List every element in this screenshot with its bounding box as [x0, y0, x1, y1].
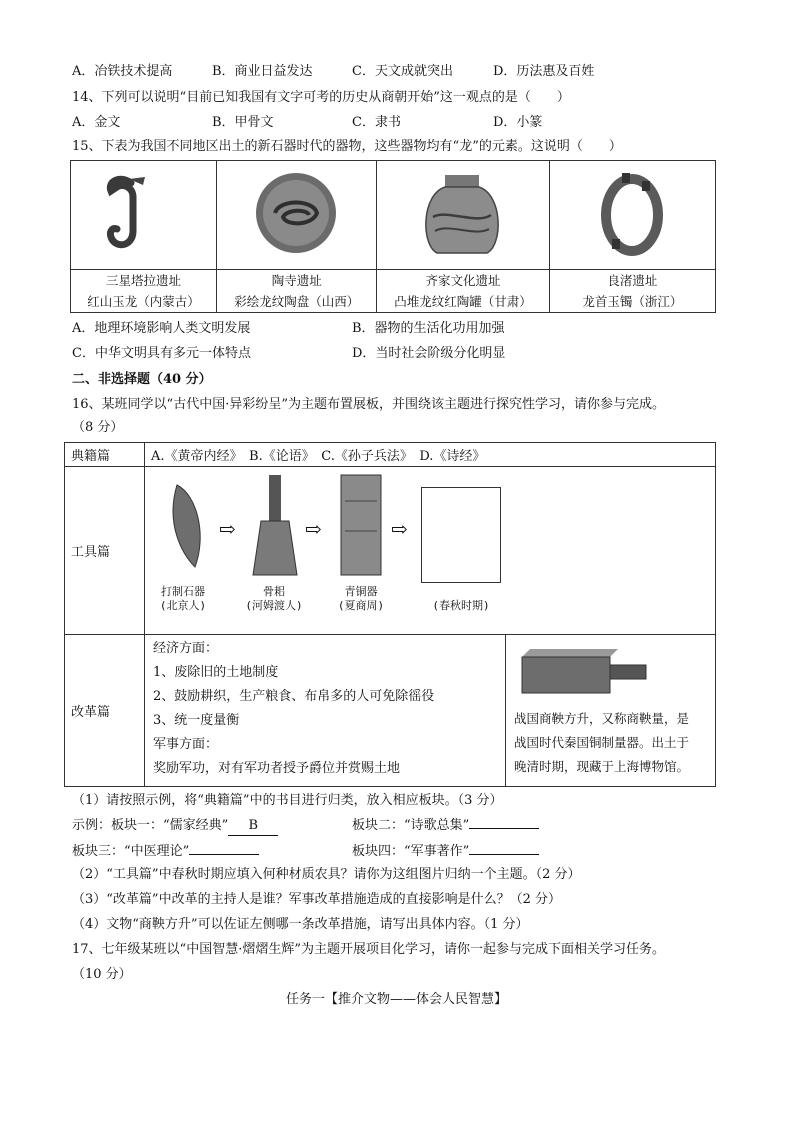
q15-stem: 15、下表为我国不同地区出土的新石器时代的器物，这些器物均有“龙”的元素。这说明（ ）: [72, 139, 622, 154]
reform-line-6: 奖励军功，对有军功者授予爵位并赏赐土地: [153, 761, 401, 776]
reform-line-1: 经济方面：: [153, 641, 219, 656]
tool-era-3: (夏商周): [337, 599, 385, 612]
tool-name-2: 骨耜: [263, 585, 285, 598]
bronze-measure-icon: [514, 639, 654, 699]
q16-example-row: [72, 817, 278, 836]
jade-dragon-icon: [71, 161, 215, 265]
q14-option-a: A．金文: [72, 115, 121, 130]
q17-task1-title: 任务一【推介文物——体会人民智慧】: [286, 992, 508, 1007]
block4-answer-blank[interactable]: [469, 854, 539, 855]
q14-option-b: B．甲骨文: [212, 115, 274, 130]
artifact-desc-3: 晚清时期，现藏于上海博物馆。: [514, 759, 690, 774]
q16-sub4: （4）文物“商鞅方升”可以佐证左侧哪一条改革措施，请写出具体内容。（1 分）: [72, 917, 529, 932]
q16-sub1: （1）请按照示例，将“典籍篇”中的书目进行归类，放入相应板块。（3 分）: [72, 793, 503, 808]
artifact-cell-1: [71, 161, 217, 270]
artifact-site-2: 陶寺遗址: [271, 273, 322, 288]
answer-blank-box[interactable]: [421, 487, 501, 583]
classics-list: A.《黄帝内经》 B.《论语》 C.《孙子兵法》 D.《诗经》: [145, 443, 716, 467]
q16-exhibit-table: [64, 442, 716, 787]
tool-era-2: (河姆渡人): [245, 599, 303, 612]
q15-options-row1: [72, 320, 505, 338]
artifact-cell-2: [217, 161, 377, 270]
block3-label: 板块三：“中医理论”: [72, 844, 190, 859]
q14-stem: 14、下列可以说明“目前已知我国有文字可考的历史从商朝开始”这一观点的是（ ）: [72, 90, 570, 105]
q15-option-d: D．当时社会阶级分化明显: [352, 346, 506, 361]
artifact-caption-2: [217, 270, 377, 313]
q13-option-c: C．天文成就突出: [352, 64, 453, 79]
reform-line-2: 1、废除旧的土地制度: [153, 665, 279, 680]
q13-option-b: B．商业日益发达: [212, 64, 313, 79]
pottery-plate-icon: [217, 161, 375, 265]
row-label-tools: 工具篇: [65, 467, 145, 635]
artifact-cell-3: [377, 161, 549, 270]
tool-era-1: (北京人): [159, 599, 207, 612]
bronze-tool-icon: [331, 471, 391, 581]
artifact-site-3: 齐家文化遗址: [425, 273, 501, 288]
artifact-desc-1: 战国商鞅方升，又称商鞅量，是: [514, 711, 690, 726]
reform-measures: [145, 635, 506, 787]
arrow-right-icon: ⇨: [219, 517, 236, 541]
q13-option-a: A．冶铁技术提高: [72, 64, 173, 79]
q16-sub3: （3）“改革篇”中改革的主持人是谁？军事改革措施造成的直接影响是什么？（2 分）: [72, 892, 561, 907]
arrow-right-icon: ⇨: [305, 517, 322, 541]
q16-stem: 16、某班同学以“古代中国·异彩纷呈”为主题布置展板，并围绕该主题进行探究性学习，请你参与完成。: [72, 397, 665, 412]
artifact-caption-3: [377, 270, 549, 313]
artifact-desc-2: 战国时代秦国铜制量器。出土于: [514, 735, 690, 750]
q15-artifact-table: [70, 160, 716, 313]
section-2-title: 二、非选择题（40 分）: [72, 372, 212, 387]
tools-cell: [145, 467, 716, 635]
tool-era-4: (春秋时期): [432, 599, 490, 612]
q14-option-d: D．小篆: [493, 115, 543, 130]
q14-options: [72, 114, 542, 132]
q16-score: （8 分）: [72, 420, 124, 435]
q17-score: （10 分）: [72, 967, 132, 982]
artifact-caption-4: [549, 270, 715, 313]
q15-option-a: A．地理环境影响人类文明发展: [72, 321, 251, 336]
artifact-cell-4: [549, 161, 715, 270]
artifact-name-1: 红山玉龙（内蒙古）: [87, 294, 200, 309]
q13-options: [72, 63, 594, 81]
pottery-jar-icon: [377, 161, 547, 265]
artifact-name-2: 彩绘龙纹陶盘（山西）: [234, 294, 360, 309]
block2-answer-blank[interactable]: [469, 828, 539, 829]
block2-label: 板块二：“诗歌总集”: [352, 818, 470, 833]
shang-yang-artifact: [506, 635, 716, 787]
q15-option-c: C．中华文明具有多元一体特点: [72, 346, 251, 361]
q16-sub2: （2）“工具篇”中春秋时期应填入何种材质农具？请你为这组图片归纳一个主题。（2 分）: [72, 867, 581, 882]
reform-line-3: 2、鼓励耕织，生产粮食、布帛多的人可免除徭役: [153, 689, 435, 704]
block3-row: [72, 843, 259, 861]
block3-answer-blank[interactable]: [189, 854, 259, 855]
tool-name-1: 打制石器: [161, 585, 205, 598]
block4-label: 板块四：“军事著作”: [352, 844, 470, 859]
example-answer: B: [228, 817, 278, 836]
artifact-name-4: 龙首玉镯（浙江）: [582, 294, 683, 309]
row-label-reform: 改革篇: [65, 635, 145, 787]
example-label: 示例：板块一：“儒家经典”: [72, 818, 229, 833]
stone-tool-icon: [155, 475, 215, 575]
bone-spade-icon: [245, 471, 305, 581]
q15-options-row2: [72, 345, 505, 363]
artifact-site-4: 良渚遗址: [607, 273, 658, 288]
reform-line-4: 3、统一度量衡: [153, 713, 240, 728]
q17-stem: 17、七年级某班以“中国智慧·熠熠生辉”为主题开展项目化学习，请你一起参与完成下面相关学习任务。: [72, 942, 665, 957]
artifact-name-3: 凸堆龙纹红陶罐（甘肃）: [394, 294, 532, 309]
tool-name-3: 青铜器: [344, 585, 378, 598]
row-label-classics: 典籍篇: [65, 443, 145, 467]
q14-option-c: C．隶书: [352, 115, 401, 130]
jade-bracelet-icon: [550, 161, 714, 265]
block2-row: [352, 817, 539, 835]
reform-line-5: 军事方面：: [153, 737, 219, 752]
artifact-site-1: 三星塔拉遗址: [106, 273, 182, 288]
artifact-caption-1: [71, 270, 217, 313]
q15-option-b: B．器物的生活化功用加强: [352, 321, 505, 336]
block4-row: [352, 843, 539, 861]
arrow-right-icon: ⇨: [391, 517, 408, 541]
q13-option-d: D．历法惠及百姓: [493, 64, 595, 79]
